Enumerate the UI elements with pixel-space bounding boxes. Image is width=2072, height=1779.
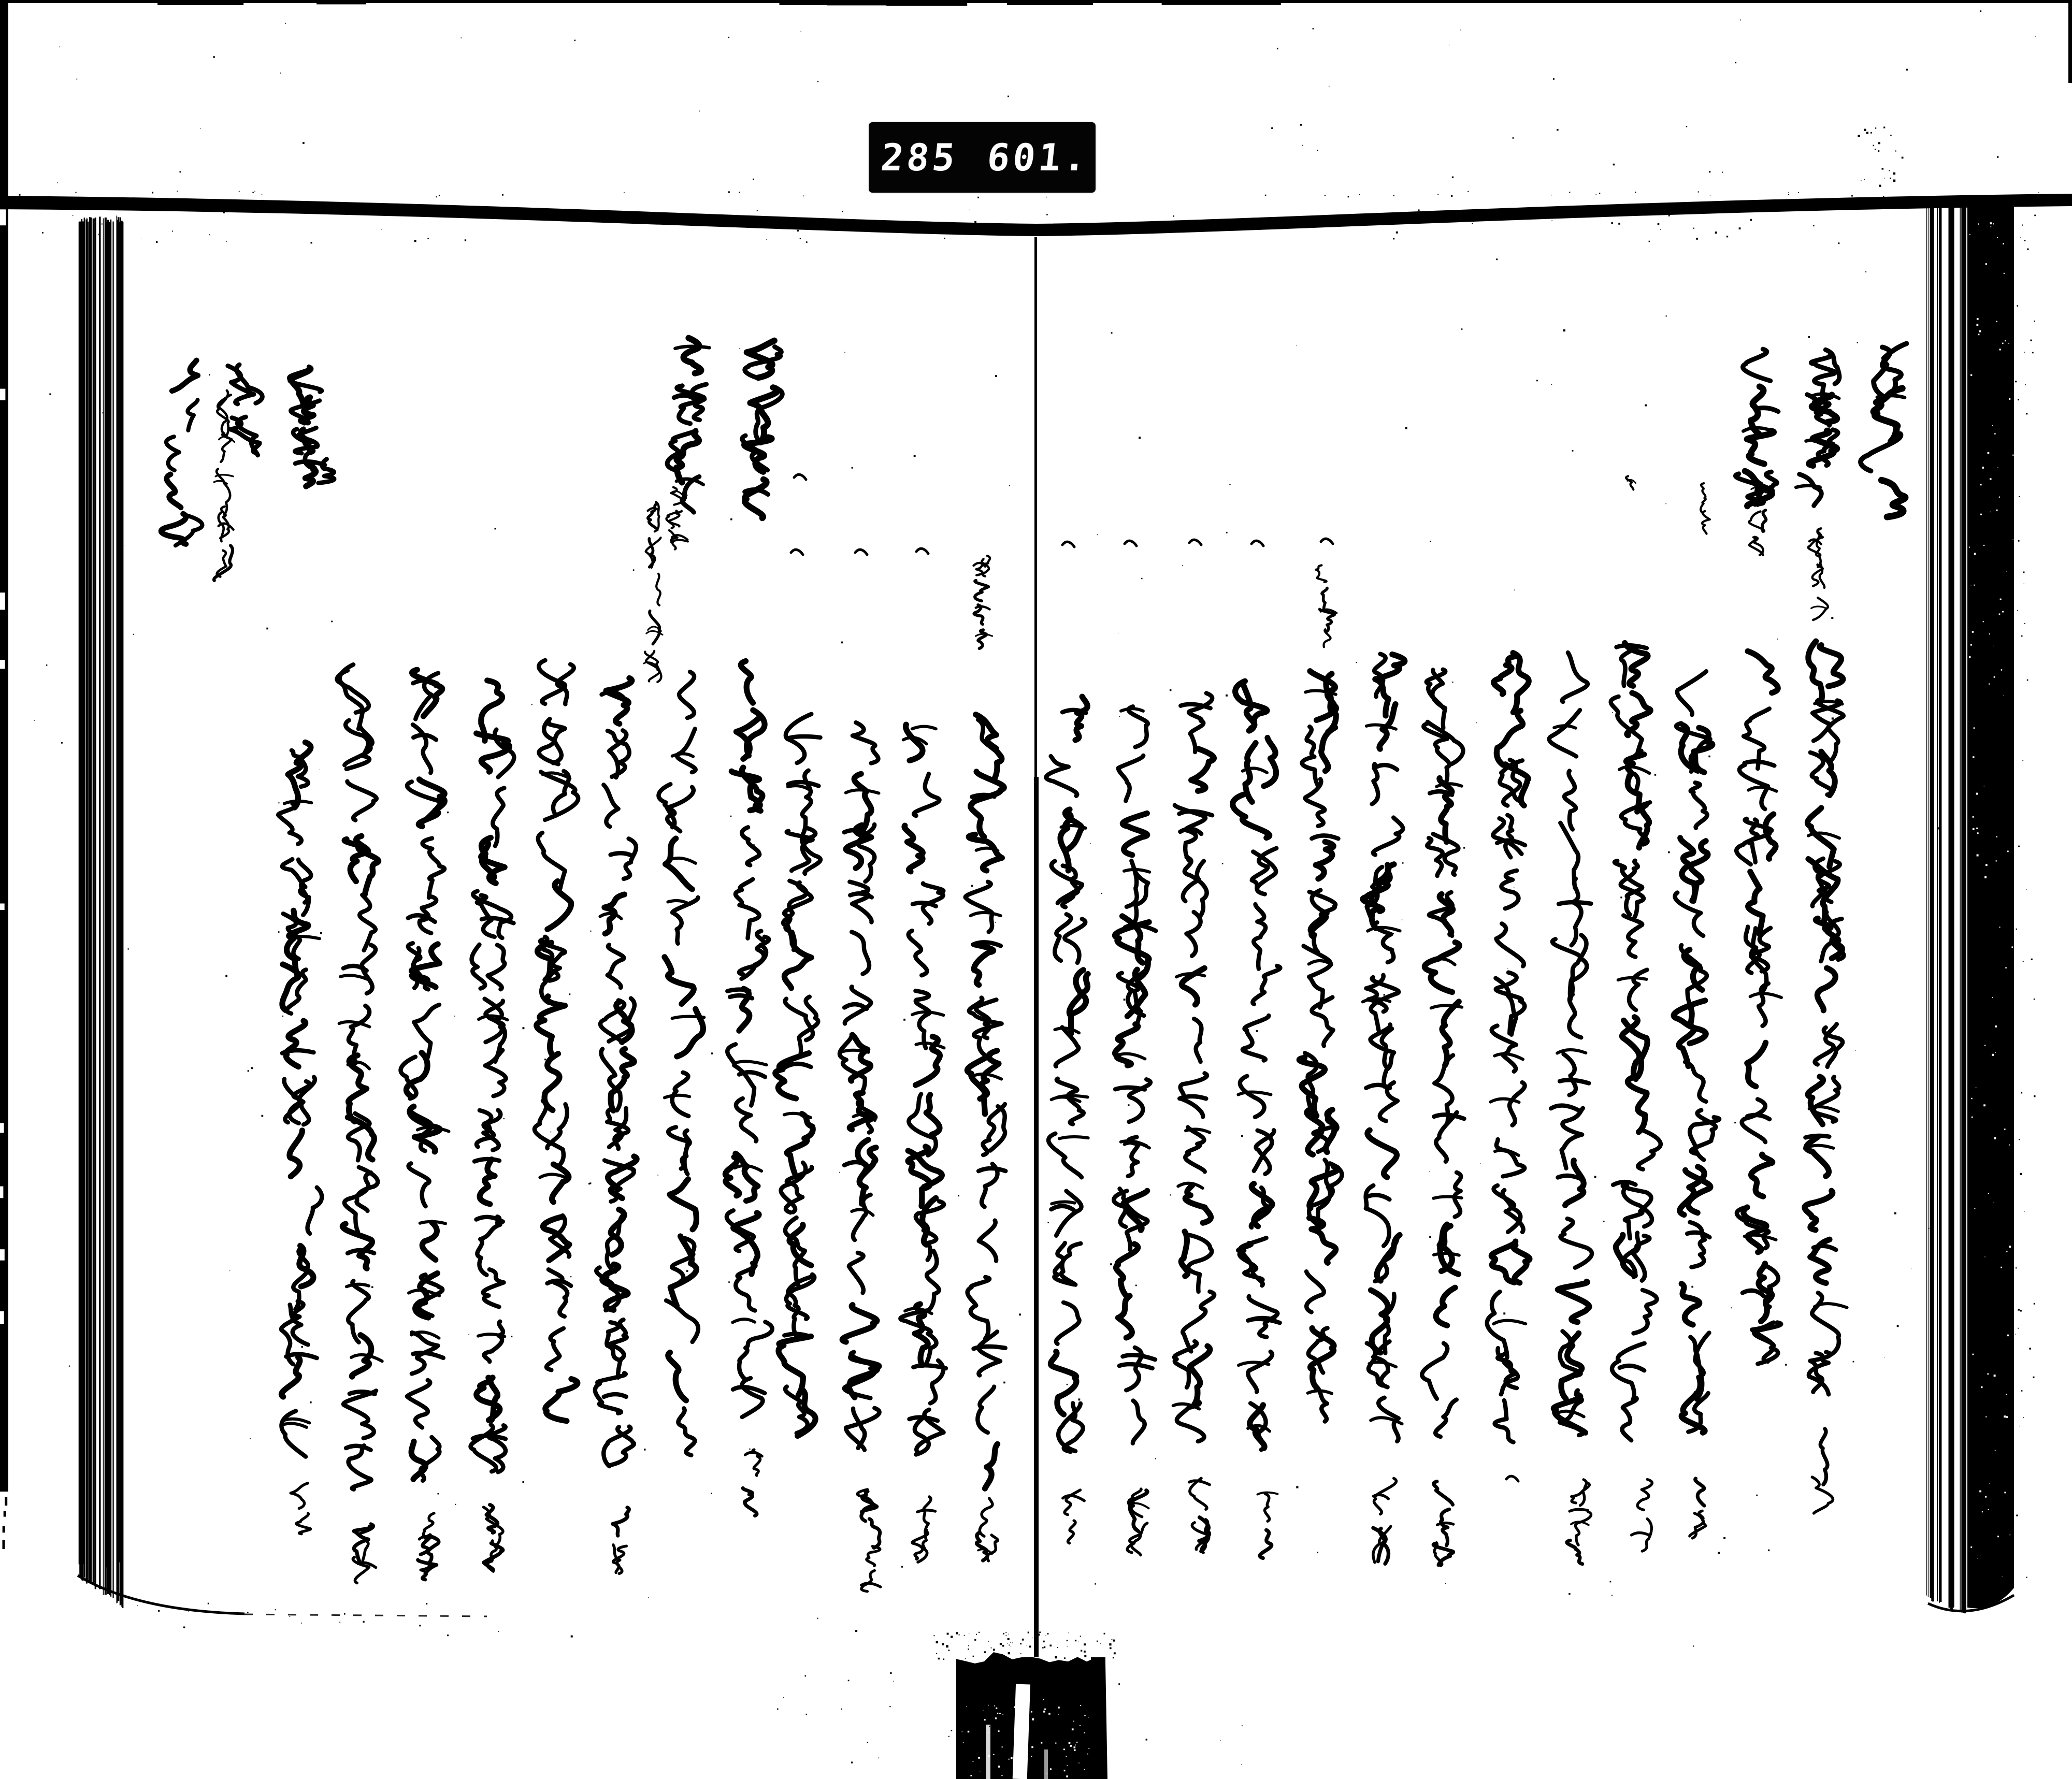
fore-edge-solid-black bbox=[1967, 205, 2014, 1608]
body-text-column bbox=[470, 681, 514, 1472]
body-text-column bbox=[1114, 706, 1156, 1443]
attribution-name-column bbox=[1690, 1479, 1706, 1538]
gutter-fold-line-lower bbox=[1034, 777, 1039, 1657]
attribution-name-column bbox=[1632, 1480, 1652, 1552]
body-text-column bbox=[400, 670, 449, 1481]
ditto-repeat-mark bbox=[1125, 541, 1136, 546]
annotation-column bbox=[1626, 476, 1636, 489]
attribution-name-column bbox=[1127, 1489, 1148, 1555]
body-text-column bbox=[595, 678, 637, 1466]
attribution-name-column bbox=[613, 1508, 629, 1574]
left-page-text bbox=[161, 338, 1005, 1592]
scan-noise-speckles bbox=[1858, 127, 1903, 187]
attribution-name-column bbox=[977, 1498, 998, 1561]
body-text-column bbox=[1611, 643, 1661, 1441]
attribution-name-column bbox=[353, 1524, 376, 1583]
film-edge-right-notch bbox=[2068, 0, 2072, 83]
entry-header-column bbox=[1735, 349, 1778, 506]
frame-counter-display bbox=[869, 122, 1096, 193]
attribution-name-column bbox=[1567, 1480, 1591, 1564]
scan-noise-speckles bbox=[34, 223, 2022, 1647]
entry-header-column bbox=[290, 367, 334, 486]
entry-header-column bbox=[1796, 350, 1839, 505]
body-text-column bbox=[775, 714, 821, 1436]
attribution-name-column bbox=[743, 1450, 762, 1516]
body-text-column bbox=[1173, 693, 1214, 1441]
body-text-column bbox=[1046, 697, 1088, 1452]
entry-header-column bbox=[161, 360, 203, 546]
body-text-column bbox=[658, 672, 704, 1455]
attribution-name-column bbox=[1258, 1493, 1278, 1558]
scan-noise-speckles bbox=[2015, 225, 2035, 1578]
body-text-column bbox=[900, 725, 946, 1454]
attribution-name-column bbox=[1373, 1478, 1397, 1564]
body-text-column bbox=[337, 664, 382, 1489]
body-text-column bbox=[725, 661, 772, 1417]
gutter-fold-line bbox=[1034, 237, 1037, 778]
ditto-repeat-mark bbox=[916, 548, 928, 554]
ditto-repeat-mark bbox=[855, 549, 867, 555]
center-gutter bbox=[933, 237, 1115, 1779]
ditto-repeat-mark bbox=[1321, 539, 1333, 544]
body-text-column bbox=[1736, 651, 1781, 1364]
body-text-column bbox=[966, 715, 1006, 1489]
attribution-name-column bbox=[418, 1513, 439, 1580]
scan-noise-speckles bbox=[137, 1603, 449, 1637]
body-text-column bbox=[1422, 670, 1464, 1437]
ditto-repeat-mark bbox=[1506, 1476, 1518, 1481]
body-text-column bbox=[1487, 653, 1530, 1442]
entry-header-column bbox=[1861, 343, 1906, 517]
body-text-column bbox=[1549, 653, 1592, 1435]
body-text-column bbox=[535, 660, 578, 1421]
body-text-column bbox=[1805, 641, 1847, 1394]
attribution-name-column bbox=[1063, 1490, 1084, 1543]
right-page-edge-band bbox=[1926, 204, 2036, 1614]
attribution-name-column bbox=[484, 1505, 503, 1572]
body-text-column bbox=[1299, 671, 1342, 1422]
binding-ink-blob bbox=[933, 1631, 1115, 1779]
ditto-repeat-mark bbox=[794, 474, 806, 480]
attribution-name-column bbox=[912, 1497, 935, 1562]
body-text-column bbox=[1674, 671, 1719, 1433]
ditto-repeat-mark bbox=[1062, 542, 1074, 547]
annotation-column bbox=[1808, 528, 1828, 620]
ditto-repeat-mark bbox=[791, 549, 803, 555]
counter-left-value: 285 bbox=[879, 136, 960, 179]
body-text-column bbox=[840, 722, 880, 1450]
body-text-column bbox=[1233, 681, 1280, 1450]
annotation-column bbox=[1701, 483, 1710, 534]
body-text-column bbox=[278, 742, 322, 1456]
attribution-name-column bbox=[1812, 1429, 1833, 1513]
annotation-column bbox=[974, 556, 992, 648]
attribution-name-column bbox=[1189, 1478, 1210, 1553]
body-text-column bbox=[1363, 654, 1405, 1441]
attribution-name-column bbox=[1433, 1482, 1454, 1566]
book-top-shadow-band bbox=[0, 191, 2072, 244]
counter-right-value: 601. bbox=[985, 136, 1092, 179]
ditto-repeat-mark bbox=[1189, 540, 1201, 545]
entry-header-column bbox=[742, 341, 783, 518]
annotation-column bbox=[1316, 565, 1336, 647]
annotation-column bbox=[644, 502, 663, 682]
attribution-name-column bbox=[857, 1489, 881, 1592]
right-page-text bbox=[1046, 343, 1906, 1566]
ditto-repeat-mark bbox=[1251, 541, 1263, 546]
attribution-name-column bbox=[291, 1483, 310, 1534]
